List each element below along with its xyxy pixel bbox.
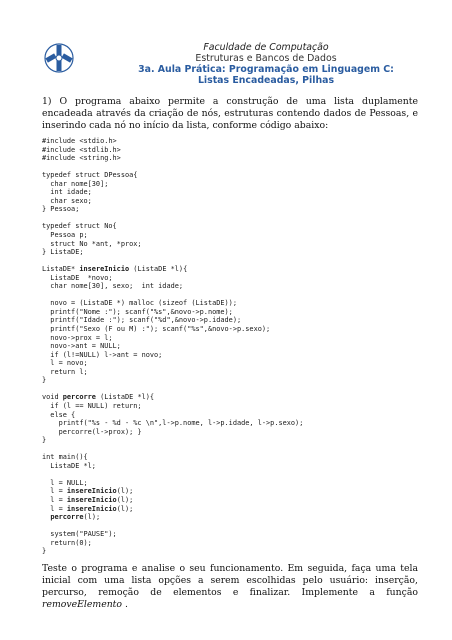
code-line: } bbox=[42, 547, 47, 556]
function-name: removeElemento bbox=[42, 599, 123, 610]
code-line: l = insereInicio(l); bbox=[42, 487, 134, 496]
institution-name: Faculdade de Computação bbox=[203, 42, 329, 53]
lab-title: 3a. Aula Prática: Programação em Linguagem C: bbox=[138, 64, 394, 75]
code-line: typedef struct DPessoa{ bbox=[42, 171, 138, 180]
code-line: else { bbox=[42, 410, 76, 419]
code-line: Pessoa p; bbox=[42, 231, 88, 240]
code-line: typedef struct No{ bbox=[42, 222, 117, 231]
document-header bbox=[80, 42, 452, 86]
instructions-text: Teste o programa e analise o seu funcionamento. Em seguida, faça uma tela inicial com uma lista opções a serem escolhidas pelo usuário: inserção, percurso, remoção de elementos e finalizar. Implemente a função bbox=[42, 563, 418, 598]
lab-topic: Listas Encadeadas, Pilhas bbox=[197, 75, 335, 86]
code-line: if (l == NULL) return; bbox=[42, 401, 142, 410]
exercise-intro: 1) O programa abaixo permite a construção de uma lista duplamente encadeada através da criação de nós, estruturas contendo dados de Pessoas, e inserindo cada nó no início da lista, conforme código abaixo: bbox=[42, 96, 418, 131]
code-line: char nome[30]; bbox=[42, 179, 109, 188]
code-line: void percorre (ListaDE *l){ bbox=[42, 393, 155, 402]
code-line: printf("Sexo (F ou M) :"); scanf("%s",&novo->p.sexo); bbox=[42, 325, 271, 334]
code-line: #include <stdlib.h> bbox=[42, 145, 121, 154]
code-line: l = insereInicio(l); bbox=[42, 495, 134, 504]
code-line: ListaDE *l; bbox=[42, 461, 96, 470]
course-name: Estruturas e Bancos de Dados bbox=[195, 53, 337, 64]
code-line: novo->prox = l; bbox=[42, 333, 113, 342]
code-line: struct No *ant, *prox; bbox=[42, 239, 142, 248]
code-line: novo = (ListaDE *) malloc (sizeof (ListaDE)); bbox=[42, 299, 237, 308]
code-line: if (l!=NULL) l->ant = novo; bbox=[42, 350, 163, 359]
code-line: char sexo; bbox=[42, 196, 92, 205]
code-line: } bbox=[42, 376, 47, 385]
code-line: ListaDE *novo; bbox=[42, 273, 113, 282]
code-line: l = insereInicio(l); bbox=[42, 504, 134, 513]
code-line: } ListaDE; bbox=[42, 248, 84, 257]
code-line: printf("Idade :"); scanf("%d",&novo->p.idade); bbox=[42, 316, 242, 325]
code-line: printf("Nome :"); scanf("%s",&novo->p.nome); bbox=[42, 307, 233, 316]
code-line: percorre(l->prox); } bbox=[42, 427, 142, 436]
exercise-instructions bbox=[42, 563, 418, 611]
instructions-end: . bbox=[122, 599, 128, 610]
code-line: system("PAUSE"); bbox=[42, 530, 117, 539]
university-logo bbox=[44, 43, 74, 73]
code-line: #include <stdio.h> bbox=[42, 137, 117, 145]
code-line: l = novo; bbox=[42, 359, 88, 368]
code-line: return l; bbox=[42, 367, 88, 376]
code-listing bbox=[42, 137, 303, 556]
code-line: int idade; bbox=[42, 188, 92, 197]
code-line: ListaDE* insereInicio (ListaDE *l){ bbox=[42, 265, 188, 274]
code-line: printf("%s - %d - %c \n",l->p.nome, l->p.idade, l->p.sexo); bbox=[42, 419, 304, 428]
code-line: } bbox=[42, 436, 47, 445]
code-line: char nome[30], sexo; int idade; bbox=[42, 282, 184, 291]
code-line: #include <string.h> bbox=[42, 154, 121, 163]
code-line: } Pessoa; bbox=[42, 205, 80, 214]
code-line: return(0); bbox=[42, 538, 92, 547]
code-line: int main(){ bbox=[42, 453, 88, 462]
code-line: percorre(l); bbox=[50, 513, 101, 522]
code-line: l = NULL; bbox=[42, 478, 88, 487]
code-line: novo->ant = NULL; bbox=[42, 342, 121, 351]
